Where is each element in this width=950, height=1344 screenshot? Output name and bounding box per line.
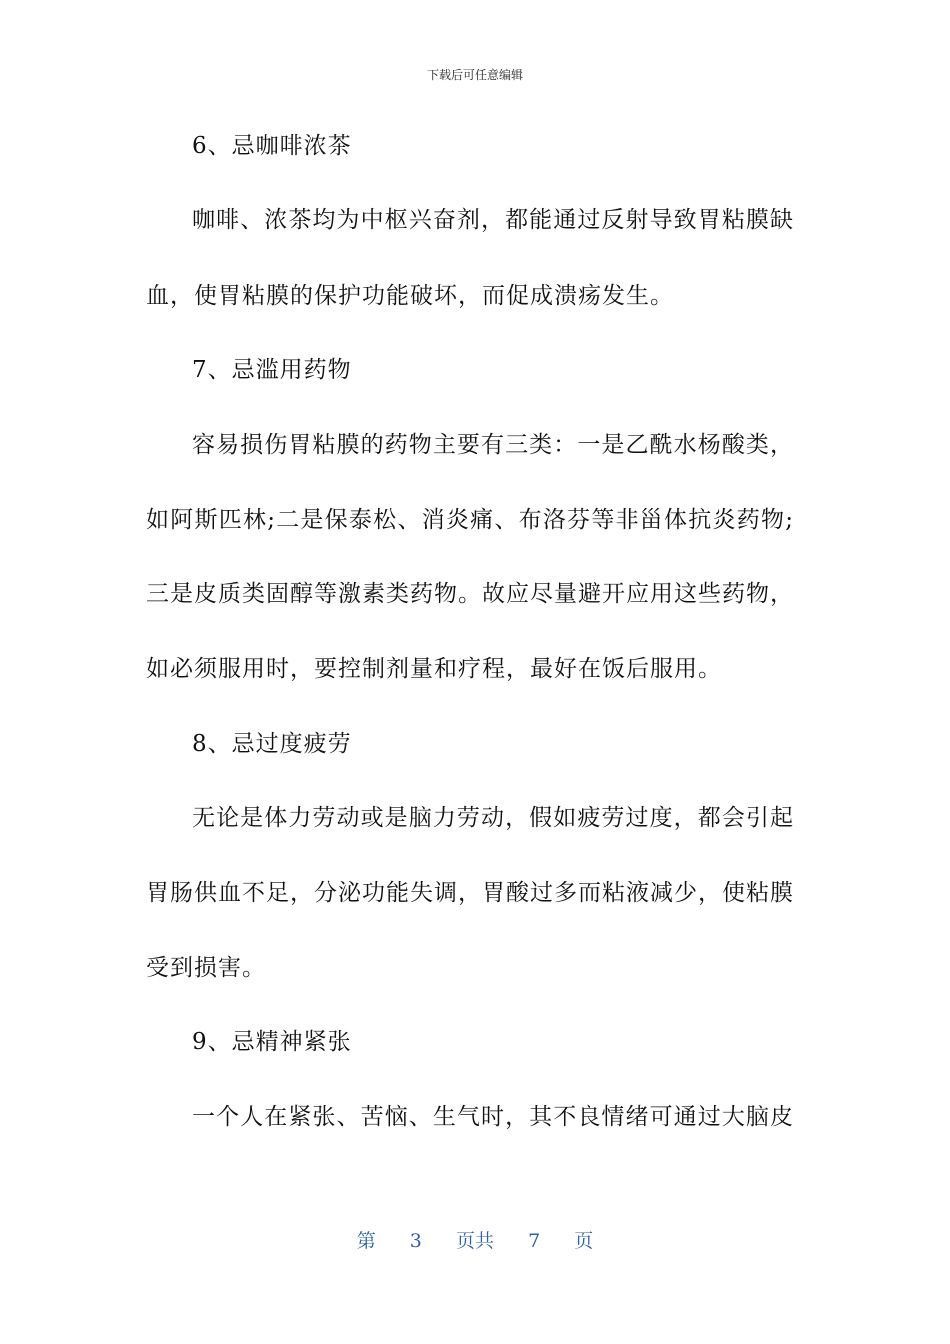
paragraph-line: 血，使胃粘膜的保护功能破坏，而促成溃疡发生。	[146, 283, 674, 309]
footer-middle: 页共	[455, 1230, 494, 1252]
paragraph-line: 咖啡、浓茶均为中枢兴奋剂，都能通过反射导致胃粘膜缺	[192, 207, 794, 233]
page-header: 下载后可任意编辑	[426, 68, 523, 82]
paragraph-line: 如必须服用时，要控制剂量和疗程，最好在饭后服用。	[146, 656, 722, 682]
paragraph-line: 三是皮质类固醇等激素类药物。故应尽量避开应用这些药物，	[146, 581, 794, 607]
section-heading-9: 9、忌精神紧张	[192, 1029, 352, 1055]
section-heading-8: 8、忌过度疲劳	[192, 731, 352, 757]
footer-prefix: 第	[356, 1230, 376, 1252]
section-heading-7: 7、忌滥用药物	[192, 357, 352, 383]
total-pages-number: 7	[528, 1230, 541, 1252]
paragraph-line: 无论是体力劳动或是脑力劳动，假如疲劳过度，都会引起	[192, 805, 794, 831]
section-heading-6: 6、忌咖啡浓茶	[192, 133, 352, 159]
paragraph-line: 一个人在紧张、苦恼、生气时，其不良情绪可通过大脑皮	[192, 1104, 794, 1130]
paragraph-line: 如阿斯匹林;二是保泰松、消炎痛、布洛芬等非甾体抗炎药物;	[146, 507, 794, 533]
page-footer	[0, 1226, 950, 1253]
paragraph-line: 容易损伤胃粘膜的药物主要有三类：一是乙酰水杨酸类，	[192, 432, 794, 458]
paragraph-line: 胃肠供血不足，分泌功能失调，胃酸过多而粘液减少，使粘膜	[146, 880, 794, 906]
current-page-number: 3	[409, 1230, 422, 1252]
paragraph-line: 受到损害。	[146, 955, 266, 981]
footer-suffix: 页	[574, 1230, 594, 1252]
